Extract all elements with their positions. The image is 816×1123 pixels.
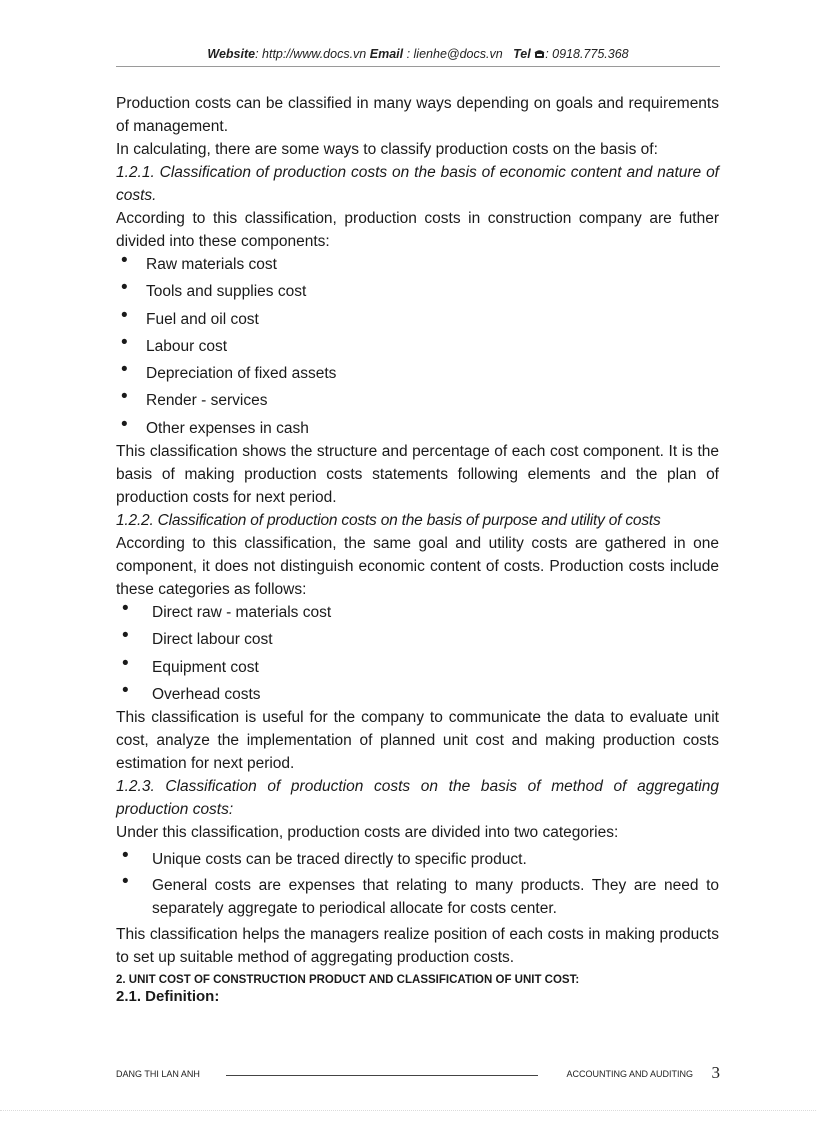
section-123-intro: Under this classification, production costs are divided into two categories: [116,824,619,842]
section-121-intro: According to this classification, production costs in construction company are futher divided into these components: [116,210,719,250]
section-123-conclusion: This classification helps the managers realize position of each costs in making products to set up suitable method of aggregating production costs. [116,926,719,967]
list-item: • Direct raw - materials cost [116,601,719,629]
list-item: • Labour cost [116,335,719,362]
list-item: • Tools and supplies cost [116,280,719,307]
header-divider [116,66,720,67]
list-item: • General costs are expenses that relating to many products. They are need to separately aggregate to periodical allocate for costs center. [116,874,719,920]
document-body [116,92,719,1006]
list-item: • Unique costs can be traced directly to specific product. [116,848,719,871]
list-item: • Other expenses in cash [116,417,719,440]
section-122-list [116,601,719,707]
email-value: : lienhe@docs.vn [403,47,503,61]
section-121-title: 1.2.1. Classification of production costs on the basis of economic content and nature of costs. [116,164,719,204]
footer-department: ACCOUNTING AND AUDITING [566,1069,693,1079]
page-header [116,47,720,61]
section-123-title: 1.2.3. Classification of production costs on the basis of method of aggregating production costs: [116,778,719,819]
list-item: • Direct labour cost [116,628,719,656]
footer-rule [226,1075,538,1076]
email-label: Email [369,47,404,61]
list-item: • Fuel and oil cost [116,308,719,335]
website-value: : http://www.docs.vn [255,47,367,61]
list-item: • Equipment cost [116,656,719,684]
section-122-intro: According to this classification, the same goal and utility costs are gathered in one component, it does not distinguish economic content of costs. Production costs include these categories as follows: [116,534,719,598]
list-item: • Overhead costs [116,683,719,706]
page-footer [116,1063,720,1083]
phone-icon [534,47,545,61]
section-122-title: 1.2.2. Classification of production costs on the basis of purpose and utility of costs [116,511,661,529]
website-label: Website [207,47,256,61]
tel-label: Tel [513,47,531,61]
section-121-list [116,253,719,440]
footer-author: DANG THI LAN ANH [116,1069,200,1079]
section-123-list [116,848,719,920]
chapter-2-heading: 2. UNIT COST OF CONSTRUCTION PRODUCT AND CLASSIFICATION OF UNIT COST: [116,974,580,987]
section-122-conclusion: This classification is useful for the company to communicate the data to evaluate unit cost, analyze the implementation of planned unit cost and making production costs estimation for next period. [116,709,719,773]
tel-value: : 0918.775.368 [545,47,629,61]
section-121-conclusion: This classification shows the structure and percentage of each cost component. It is the basis of making production costs statements following elements and the plan of production costs for next period. [116,442,719,506]
list-item: • Raw materials cost [116,253,719,280]
page-number: 3 [711,1063,720,1082]
section-21-heading: 2.1. Definition: [116,988,220,1006]
page-bottom-edge [0,1110,816,1111]
list-item: • Render - services [116,389,719,416]
paragraph-ways: In calculating, there are some ways to classify production costs on the basis of: [116,141,658,158]
list-item: • Depreciation of fixed assets [116,362,719,389]
paragraph-intro: Production costs can be classified in many ways depending on goals and requirements of management. [116,95,719,135]
